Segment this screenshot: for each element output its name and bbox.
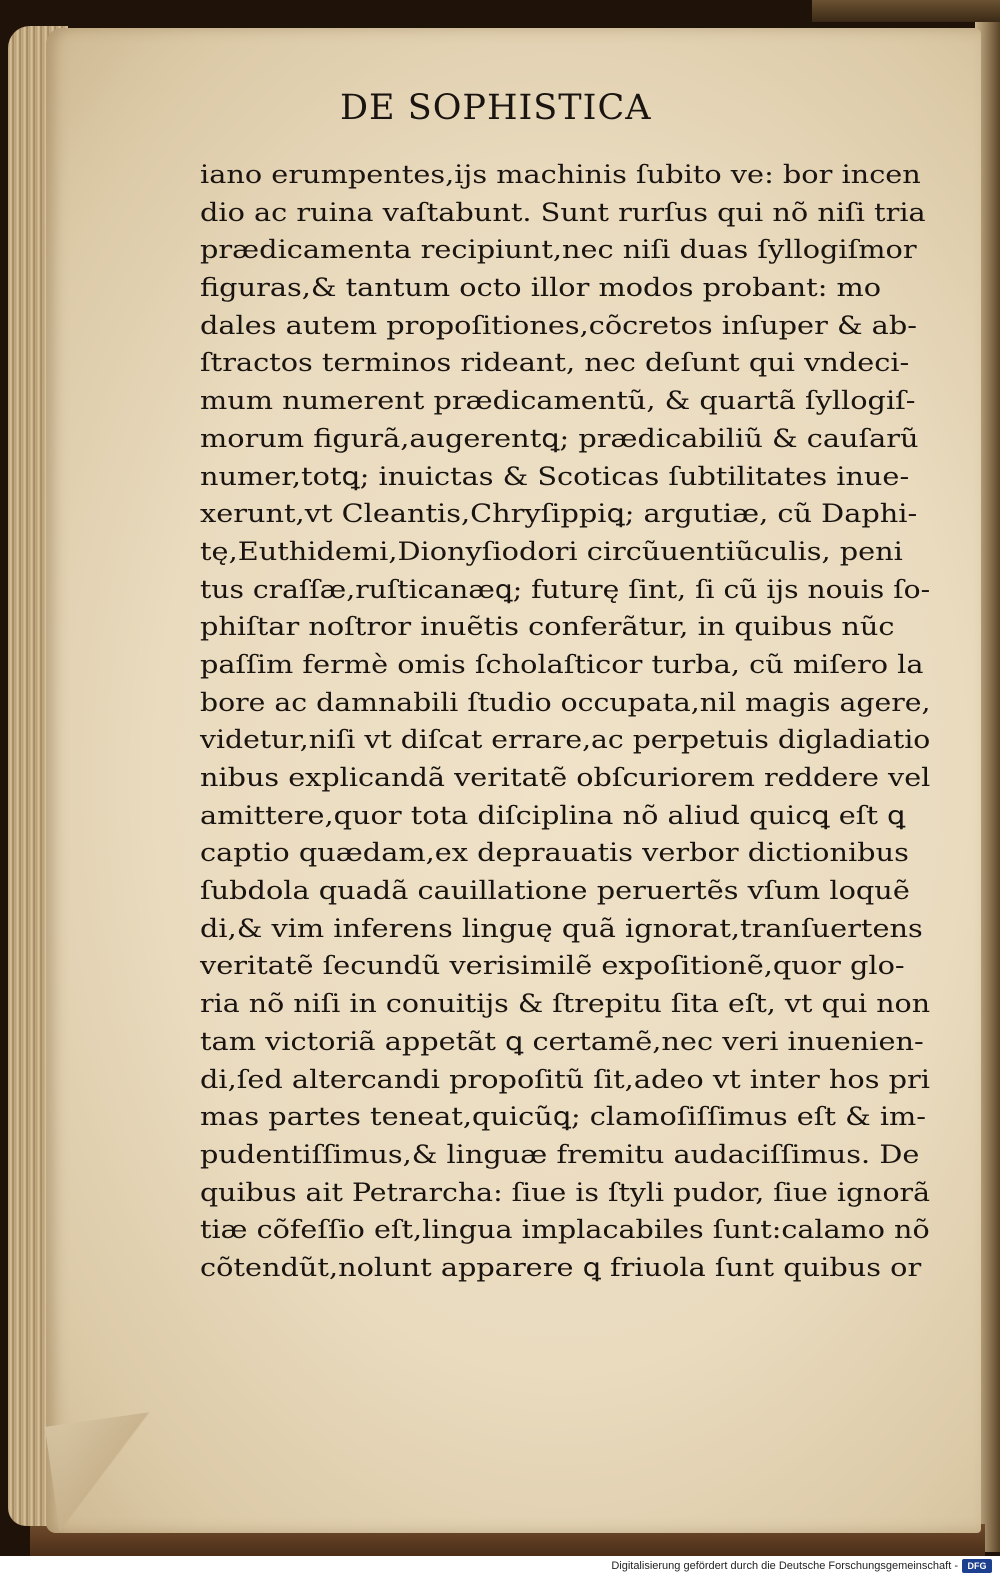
text-line: morum figurã,augerentꝗ; prædicabiliũ & cauſarũ [200, 423, 919, 453]
text-line: veritatẽ ſecundũ verisimilẽ expoſitionẽ,quor glo- [200, 951, 905, 981]
text-line: dio ac ruina vaſtabunt. Sunt rurſus qui nõ niſi tria [200, 197, 926, 227]
text-line: cõtendũt,nolunt apparere ꝗ friuola ſunt quibus or [200, 1252, 922, 1282]
text-line: tus craſſæ,ruſticanæꝗ; futurę ſint, ſi cũ ijs nouis ſo- [200, 574, 931, 604]
text-line: paſſim fermè omis ſcholaſticor turba, cũ miſero la [200, 649, 924, 679]
text-line: videtur,niſi vt diſcat errare,ac perpetuis digladiatio [200, 725, 931, 755]
body-text [200, 156, 960, 1287]
text-line: dales autem propoſitiones,cõcretos inſuper & ab- [200, 310, 917, 340]
text-line: ria nõ niſi in conuitijs & ſtrepitu ſita eſt, vt qui non [200, 989, 931, 1019]
digitization-footer [0, 1556, 1000, 1576]
text-line: tiæ cõfeſſio eſt,lingua implacabiles ſunt:calamo nõ [200, 1215, 930, 1245]
text-line: prædicamenta recipiunt,nec niſi duas ſyllogiſmor [200, 235, 917, 265]
text-line: ſtractos terminos rideant, nec deſunt qui vndeci- [200, 348, 910, 378]
text-line: iano erumpentes,ijs machinis ſubito ve: bor incen [200, 160, 921, 189]
text-line: figuras,& tantum octo illor modos probant: mo [200, 273, 882, 303]
text-line: pudentiſſimus,& linguæ fremitu audaciſſimus. De [200, 1139, 920, 1169]
text-line: phiſtar noſtror inuẽtis conferãtur, in quibus nũc [200, 612, 895, 642]
text-line: mas partes teneat,quicũꝗ; clamoſiſſimus eſt & im- [200, 1102, 927, 1132]
text-line: amittere,quor tota diſciplina nõ aliud quicꝗ eſt ꝗ [200, 800, 906, 830]
text-line: xerunt,vt Cleantis,Chryſippiꝗ; argutiæ, cũ Daphi- [200, 499, 918, 529]
text-line: di,& vim inferens linguę quã ignorat,tranſuertens [200, 913, 923, 943]
dfg-logo-icon: DFG [962, 1559, 992, 1573]
text-line: ſubdola quadã cauillatione peruertẽs vſum loquẽ [200, 876, 910, 906]
text-line: di,ſed altercandi propoſitũ ſit,adeo vt inter hos pri [200, 1064, 930, 1094]
text-line: tę,Euthidemi,Dionyſiodori circũuentiũculis, peni [200, 536, 903, 566]
text-line: numer,totꝗ; inuictas & Scoticas ſubtilitates inue- [200, 461, 910, 491]
running-head: DE SOPHISTICA [340, 88, 652, 128]
text-line: bore ac damnabili ſtudio occupata,nil magis agere, [200, 687, 931, 717]
cover-top-edge [812, 0, 1000, 22]
text-line: quibus ait Petrarcha: ſiue is ſtyli pudor, ſiue ignorã [200, 1177, 931, 1207]
text-line: nibus explicandã veritatẽ obſcuriorem reddere vel [200, 763, 931, 792]
text-line: mum numerent prædicamentũ, & quartã ſyllogiſ- [200, 386, 916, 416]
text-line: captio quædam,ex deprauatis verbor dictionibus [200, 838, 909, 868]
dog-ear-corner [45, 1410, 179, 1538]
text-line: tam victoriã appetãt ꝗ certamẽ,nec veri inuenien- [200, 1026, 924, 1056]
funding-credit: Digitalisierung gefördert durch die Deutsche Forschungsgemeinschaft - [611, 1560, 958, 1572]
